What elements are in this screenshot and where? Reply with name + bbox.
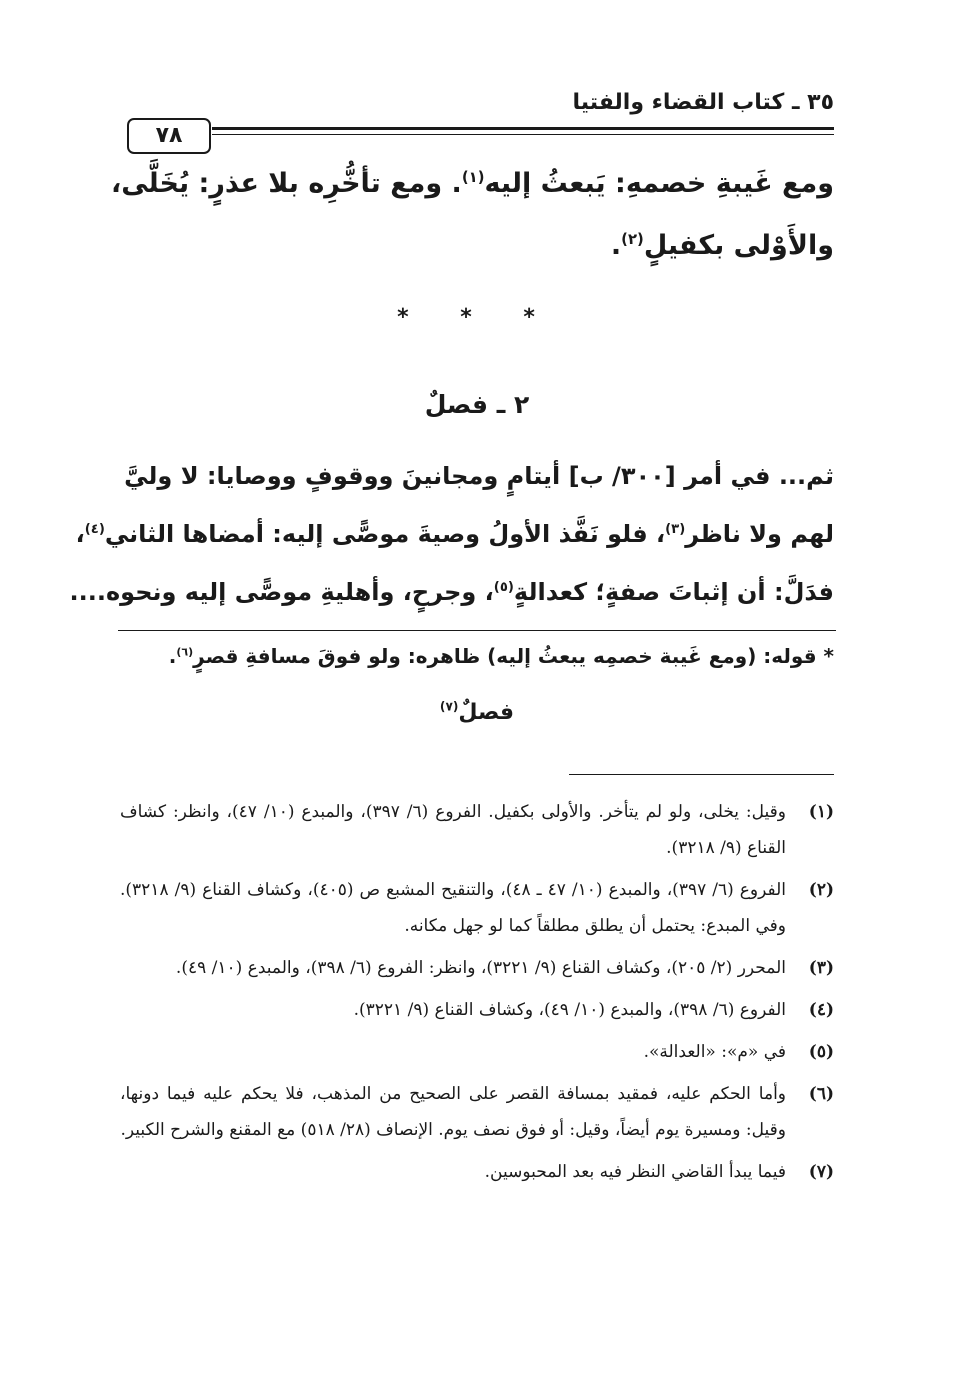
- footnote-ref-7: (٧): [439, 699, 459, 714]
- para2-line-3: [70, 578, 834, 606]
- footnote-text: وقيل: يخلى، ولو لم يتأخر. والأولى بكفيل. الفروع (٦/ ٣٩٧)، والمبدع (١٠/ ٤٧)، وانظر: كشاف القناع (٩/ ٣٢١٨).: [120, 802, 786, 858]
- header-rule-thin: [212, 134, 834, 135]
- footnote-number: (٦): [808, 1084, 834, 1104]
- footnote-ref-6: (٦): [176, 645, 194, 659]
- footnote-item: [120, 1154, 834, 1190]
- running-title: ٣٥ ـ كتاب القضاء والفتيا: [572, 90, 834, 115]
- footnote-ref-4: (٤): [84, 522, 105, 537]
- footnote-number: (٥): [808, 1042, 834, 1062]
- footnote-number: (٣): [808, 958, 834, 978]
- section-separator-stars: * * *: [397, 305, 557, 330]
- footnote-text: الفروع (٦/ ٣٩٧)، والمبدع (١٠/ ٤٧ ـ ٤٨)، والتنقيح المشبع ص (٤٠٥)، وكشاف القناع (٩/ ٣٢١٨). وفي المبدع: يحتمل أن يطلق مطلقاً كما لو جهل مكانه.: [120, 880, 786, 936]
- commentary-title-text: فصلٌ: [458, 700, 515, 725]
- footnote-item: [120, 992, 834, 1028]
- main-line-1-text: ومع غَيبةِ خصمهِ: يَبعثُ إليه: [484, 168, 834, 199]
- para2-line-3-text-b: ، وجرحٍ، وأهليةِ موصًّى إليه ونحوه....: [69, 578, 494, 606]
- footnote-text: الفروع (٦/ ٣٩٨)، والمبدع (١٠/ ٤٩)، وكشاف القناع (٩/ ٣٢٢١).: [353, 1000, 786, 1020]
- main-line-2-text-b: .: [610, 230, 622, 261]
- commentary-text-end: .: [168, 644, 177, 668]
- footnote-ref-2: (٢): [621, 230, 644, 248]
- main-line-2-text: والأَوْلى بكفيلٍ: [643, 230, 834, 261]
- footnote-number: (٤): [808, 1000, 834, 1020]
- header-rule-thick: [212, 127, 834, 130]
- footnote-item: [120, 950, 834, 986]
- commentary-line: [169, 644, 834, 668]
- para2-line-2-text-a: لهم ولا ناظر: [685, 520, 834, 548]
- footnote-number: (١): [808, 802, 834, 822]
- footnote-item: [120, 794, 834, 866]
- footnote-text: المحرر (٢/ ٢٠٥)، وكشاف القناع (٩/ ٣٢٢١)، وانظر: الفروع (٦/ ٣٩٨)، والمبدع (١٠/ ٤٩).: [175, 958, 786, 978]
- footnote-ref-1: (١): [461, 168, 485, 186]
- footnote-text: في «م»: «العدالة».: [643, 1042, 786, 1062]
- commentary-divider: [118, 630, 836, 631]
- footnote-number: (٧): [808, 1162, 834, 1182]
- footnote-item: [120, 872, 834, 944]
- para2-line-2-text-c: ،: [75, 520, 85, 548]
- footnote-item: [120, 1034, 834, 1070]
- footnote-number: (٢): [808, 880, 834, 900]
- footnote-text: فيما يبدأ القاضي النظر فيه بعد المحبوسين.: [484, 1162, 786, 1182]
- commentary-text: * قوله: (ومع غَيبة خصمِه يبعثُ إليه) ظاهره: ولو فوقَ مسافةِ قصرٍ: [193, 644, 834, 668]
- main-line-1-text-b: . ومع تأخُّرِه بلا عذرٍ: يُخَلَّى،: [110, 168, 462, 199]
- para2-line-2-text-b: ، فلو نَفَّذ الأولُ وصيةَ موصًّى إليه: أمضاها الثاني: [104, 520, 666, 548]
- main-line-2: [611, 230, 834, 261]
- footnote-rule: [569, 774, 834, 775]
- page-number: ٧٨: [127, 118, 211, 154]
- footnote-ref-5: (٥): [493, 580, 514, 595]
- footnotes: [120, 794, 834, 1196]
- section-title: ٢ ـ فصلٌ: [424, 390, 530, 419]
- footnote-text: وأما الحكم عليه، فمقيد بمسافة القصر على الصحيح من المذهب، فلا يحكم عليه فيما دونها، وقيل: ومسيرة يوم أيضاً، وقيل: أو فوق نصف يوم. الإنصاف (٢٨/ ٥١٨) مع المقنع والشرح الكبير.: [120, 1084, 786, 1140]
- commentary-section-title: [0, 700, 954, 725]
- footnote-item: [120, 1076, 834, 1148]
- footnote-ref-3: (٣): [665, 522, 686, 537]
- para2-line-1: ثم... في أمر [٣٠٠/ ب] أيتامٍ ومجانينَ ووقوفٍ ووصايا: لا وليَّ: [124, 462, 834, 490]
- para2-line-2: [76, 520, 834, 548]
- para2-line-3-text-a: فدَلَّ: أن إثباتَ صفةٍ؛ كعدالةٍ: [513, 578, 834, 606]
- main-line-1: [111, 168, 834, 199]
